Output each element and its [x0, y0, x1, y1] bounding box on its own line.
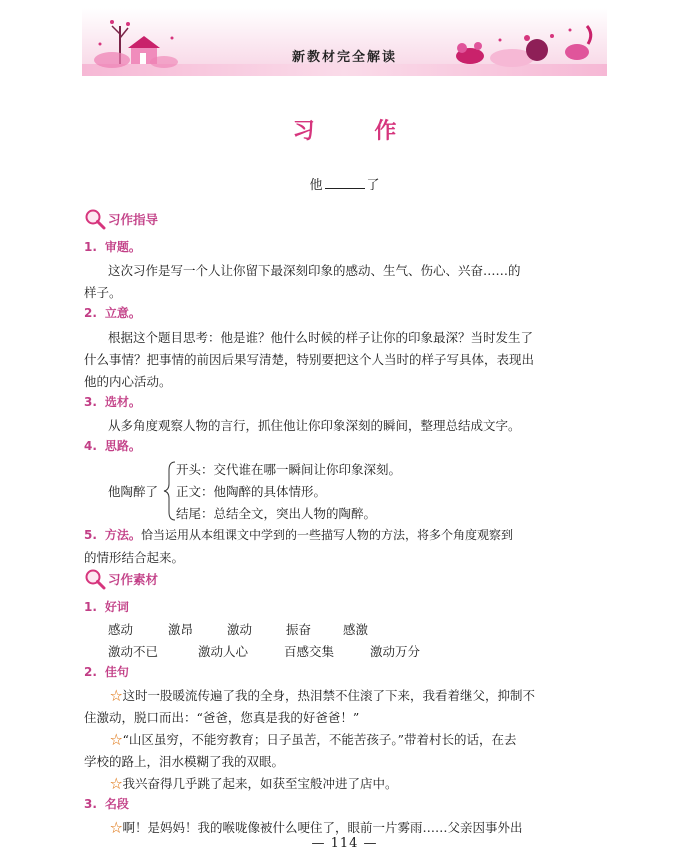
guide-item-5-line-2: 的情形结合起来。 [84, 550, 185, 565]
book-title: 新教材完全解读 [291, 50, 397, 65]
section-heading-material [84, 567, 158, 591]
outline-branch-opening: 开头：交代谁在哪一瞬间让你印象深刻。 [176, 462, 402, 477]
outline-root: 他陶醉了 [108, 484, 159, 499]
material-words-label: 1. 好词 [84, 600, 129, 614]
words-row-2 [108, 642, 420, 660]
outline-brace-icon [162, 458, 176, 524]
header-banner [82, 8, 607, 76]
essay-topic [0, 174, 689, 193]
sentence-3-line-1: ☆我兴奋得几乎跳了起来，如获至宝般冲进了店中。 [110, 776, 398, 791]
topic-after: 了 [366, 178, 380, 193]
page-title: 习 作 [292, 119, 423, 144]
guide-item-1-line-1: 这次习作是写一个人让你留下最深刻印象的感动、生气、伤心、兴奋……的 [108, 263, 521, 278]
word: 百感交集 [284, 644, 335, 659]
guide-item-2: 2. 立意。 [84, 306, 141, 320]
star-icon: ☆ [110, 820, 123, 835]
star-icon: ☆ [110, 776, 123, 791]
sentence-1-line-1: ☆这时一股暖流传遍了我的全身，热泪禁不住滚了下来，我看着继父，抑制不 [110, 688, 536, 703]
sentence-1-line-2: 住激动，脱口而出：“爸爸，您真是我的好爸爸！” [84, 710, 360, 725]
material-paragraph-label: 3. 名段 [84, 797, 129, 811]
guide-item-3: 3. 选材。 [84, 395, 141, 409]
magnifier-icon [84, 568, 106, 590]
word: 感激 [343, 622, 369, 637]
section-heading-label: 习作素材 [108, 572, 159, 587]
guide-item-1: 1. 审题。 [84, 240, 141, 254]
guide-item-3-line-1: 从多角度观察人物的言行，抓住他让你印象深刻的瞬间，整理总结成文字。 [108, 418, 521, 433]
word: 激动人心 [198, 644, 249, 659]
word: 激昂 [168, 622, 194, 637]
words-row-1 [108, 620, 368, 638]
word: 激动万分 [370, 644, 421, 659]
star-icon: ☆ [110, 688, 123, 703]
guide-item-5: 5. 方法。恰当运用从本组课文中学到的一些描写人物的方法，将多个角度观察到 [84, 528, 513, 542]
section-heading-guide [84, 207, 158, 231]
guide-item-2-line-1: 根据这个题目思考：他是谁？他什么时候的样子让你的印象最深？当时发生了 [108, 330, 534, 345]
guide-item-1-line-2: 样子。 [84, 285, 122, 300]
magnifier-icon [84, 208, 106, 230]
sentence-2-line-2: 学校的路上，泪水模糊了我的双眼。 [84, 754, 285, 769]
word: 激动不已 [108, 644, 159, 659]
section-heading-label: 习作指导 [108, 212, 159, 227]
topic-blank [325, 176, 365, 189]
guide-item-4: 4. 思路。 [84, 439, 141, 453]
guide-item-2-line-3: 他的内心活动。 [84, 374, 172, 389]
material-sentences-label: 2. 佳句 [84, 665, 129, 679]
word: 感动 [108, 622, 134, 637]
topic-before: 他 [309, 178, 323, 193]
outline-branch-body: 正文：他陶醉的具体情形。 [176, 484, 327, 499]
page-number: — 114 — [311, 836, 378, 851]
guide-item-2-line-2: 什么事情？把事情的前因后果写清楚，特别要把这个人当时的样子写具体，表现出 [84, 352, 535, 367]
paragraph-line-1: ☆啊！是妈妈！我的喉咙像被什么哽住了，眼前一片雾雨……父亲因事外出 [110, 820, 523, 835]
banner-decoration [82, 8, 607, 76]
sentence-2-line-1: ☆“山区虽穷，不能穷教育；日子虽苦，不能苦孩子。”带着村长的话，在去 [110, 732, 517, 747]
outline-branch-ending: 结尾：总结全文，突出人物的陶醉。 [176, 506, 377, 521]
word: 激动 [227, 622, 253, 637]
word: 振奋 [286, 622, 312, 637]
star-icon: ☆ [110, 732, 123, 747]
